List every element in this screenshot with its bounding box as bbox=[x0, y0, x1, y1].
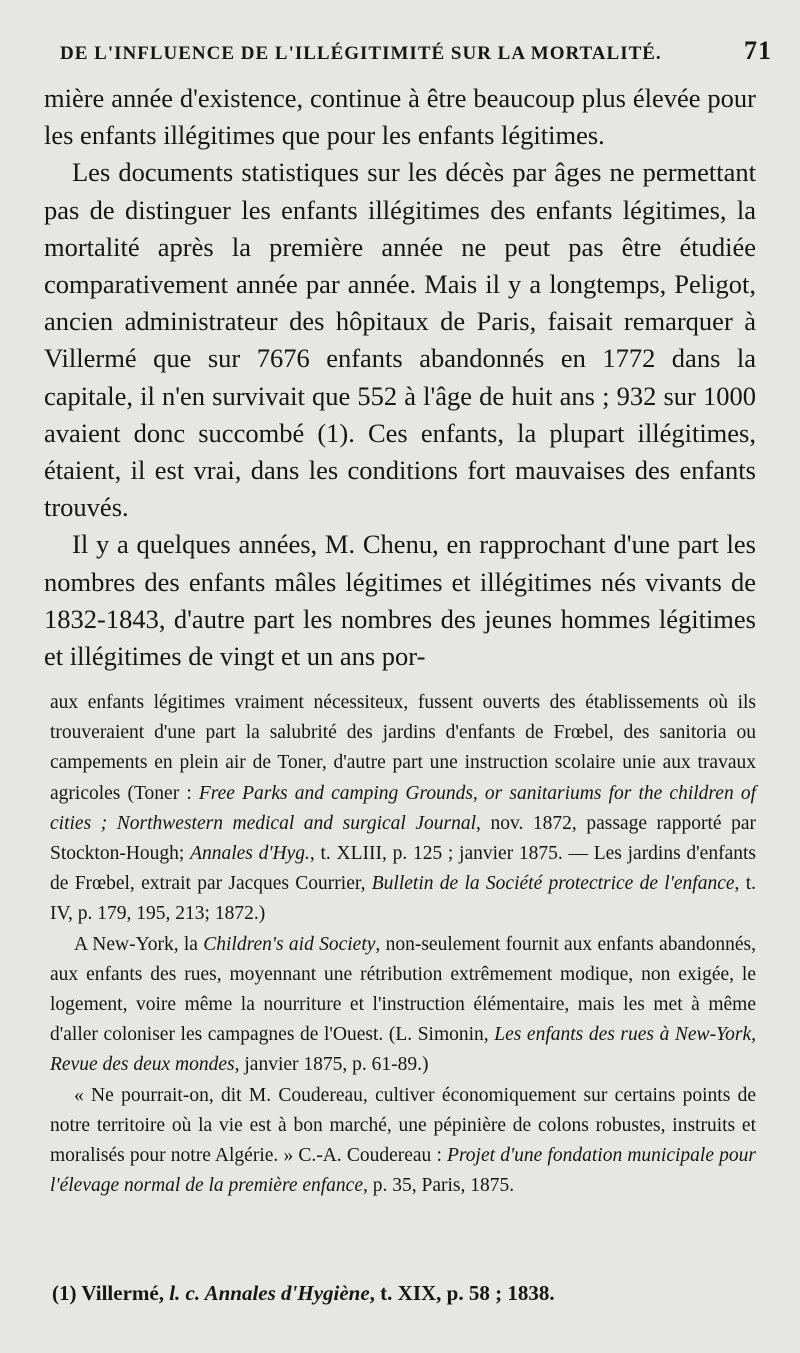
paragraph-2: Les documents statistiques sur les décès par âges ne permettant pas de distinguer les enfants illégitimes des enfants légitimes, la mortalité après la première année ne peut pas être étudiée comparativement année par année. Mais il y a longtemps, Peligot, ancien administrateur des hôpitaux de Paris, faisait remarquer à Villermé que sur 7676 enfants abandonnés en 1772 dans la capitale, il n'en survivait que 552 à l'âge de huit ans ; 932 sur 1000 avaient donc succombé (1). Ces enfants, la plupart illégitimes, étaient, il est vrai, dans les conditions fort mauvaises des enfants trouvés. bbox=[44, 157, 756, 523]
paragraph-3: Il y a quelques années, M. Chenu, en rapprochant d'une part les nombres des enfants mâles légitimes et illégitimes nés vivants de 1832-1843, d'autre part les nombres des jeunes hommes légitimes et illégitimes de vingt et un ans por- bbox=[44, 529, 756, 672]
note-1-text-a: aux enfants légitimes vraiment nécessiteux, fussent ouverts des établissements où ils trouveraient d'une part la salubrité des jardins d'enfants de Frœbel, des sanitoria ou campements en plein air de Toner, d'autre part une instruction scolaire unie aux travaux agricoles (Toner : bbox=[50, 692, 756, 804]
footnote-text-a: (1) Villermé, bbox=[52, 1281, 170, 1305]
note-2 bbox=[50, 930, 756, 1081]
running-title: DE L'INFLUENCE DE L'ILLÉGITIMITÉ SUR LA MORTALITÉ. bbox=[60, 43, 662, 64]
note-3 bbox=[50, 1081, 756, 1202]
note-1 bbox=[50, 688, 756, 930]
footnote bbox=[52, 1278, 758, 1308]
note-2-text-c: , janvier 1875, p. 61-89.) bbox=[234, 1054, 429, 1076]
footnote-text-b: , t. XIX, p. 58 ; 1838. bbox=[369, 1281, 555, 1305]
note-2-italic-2: Les enfants des rues à New-York, Revue des deux mondes bbox=[50, 1024, 756, 1076]
note-1-text-d: , t. IV, p. 179, 195, 213; 1872.) bbox=[50, 873, 756, 925]
note-2-text-a: A New-York, la bbox=[74, 933, 204, 955]
note-3-text-a: « Ne pourrait-on, dit M. Coudereau, cultiver économiquement sur certains points de notre territoire où la vie est à bon marché, une pépinière de colons robustes, instruits et moralisés pour notre Algérie. » C.-A. Coudereau : bbox=[50, 1084, 756, 1167]
note-1-italic-1: Free Parks and camping Grounds, or sanitariums for the children of cities ; Northwestern medical and surgical Journal bbox=[50, 782, 756, 834]
note-3-italic-1: Projet d'une fondation municipale pour l'élevage normal de la première enfance bbox=[50, 1145, 756, 1197]
note-1-italic-3: Bulletin de la Société protectrice de l'enfance bbox=[371, 873, 735, 895]
note-1-text-c: , t. XLIII, p. 125 ; janvier 1875. — Les jardins d'enfants de Frœbel, extrait par Jacques Courrier, bbox=[50, 843, 756, 895]
note-2-italic-1: Children's aid Society bbox=[203, 933, 376, 955]
notes-continuation bbox=[50, 688, 756, 1201]
paragraph-1: mière année d'existence, continue à être beaucoup plus élevée pour les enfants illégitimes que pour les enfants légitimes. bbox=[44, 83, 756, 151]
note-3-text-b: , p. 35, Paris, 1875. bbox=[363, 1175, 515, 1197]
page-number: 71 bbox=[744, 36, 772, 65]
note-1-italic-2: Annales d'Hyg. bbox=[190, 843, 310, 865]
main-text bbox=[44, 80, 756, 675]
note-2-text-b: , non-seulement fournit aux enfants abandonnés, aux enfants des rues, moyennant une rétribution extrêmement modique, non exigée, le logement, voire même la nourriture et l'instruction élémentaire, mais les met à même d'aller coloniser les campagnes de l'Ouest. (L. Simonin, bbox=[50, 933, 756, 1046]
footnote-italic: l. c. Annales d'Hygiène bbox=[169, 1281, 370, 1305]
page-header bbox=[60, 36, 772, 66]
note-1-text-b: , nov. 1872, passage rapporté par Stockton-Hough; bbox=[50, 812, 756, 865]
